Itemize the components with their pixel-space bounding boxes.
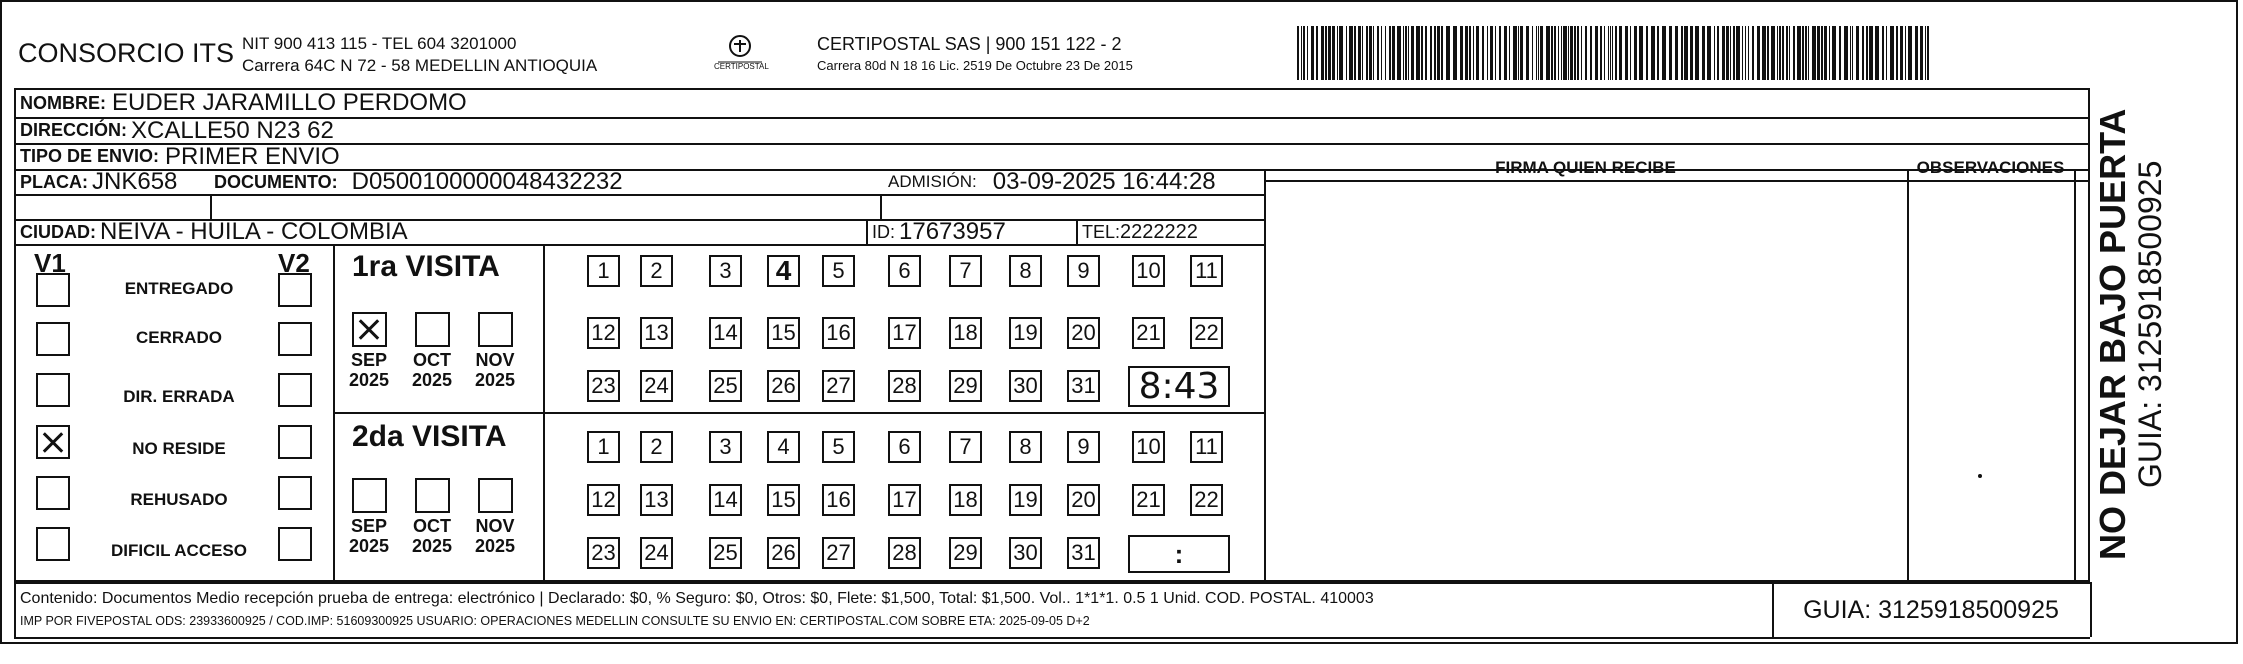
- visit1-year-label-3: 2025: [475, 370, 516, 390]
- barcode-bar: [1354, 26, 1356, 80]
- barcode-bar: [1339, 26, 1343, 80]
- firma-header: FIRMA QUIEN RECIBE: [1495, 158, 1676, 177]
- barcode-bar: [1303, 26, 1305, 80]
- nombre-label: NOMBRE:: [20, 92, 106, 113]
- barcode-bar: [1540, 26, 1543, 80]
- visit1-day-11[interactable]: 11: [1190, 255, 1223, 287]
- barcode-bar: [1824, 26, 1827, 80]
- barcode-bar: [1619, 26, 1622, 80]
- visit2-day-10[interactable]: 10: [1132, 431, 1165, 463]
- visit1-day-9[interactable]: 9: [1067, 255, 1100, 287]
- visit1-day-3[interactable]: 3: [709, 255, 742, 287]
- barcode-bar: [1856, 26, 1859, 80]
- company-line-2: Carrera 64C N 72 - 58 MEDELLIN ANTIOQUIA: [242, 56, 598, 75]
- barcode-bar: [1905, 26, 1906, 80]
- barcode-bar: [1369, 26, 1372, 80]
- barcode-bar: [1882, 26, 1884, 80]
- barcode-bar: [1595, 26, 1598, 80]
- barcode-bar: [1886, 26, 1887, 80]
- barcode-bar: [1437, 26, 1440, 80]
- barcode-bar: [1862, 26, 1864, 80]
- barcode-bar: [1362, 26, 1363, 80]
- barcode-bar: [1736, 26, 1740, 80]
- visit2-day-12[interactable]: 12: [587, 484, 620, 516]
- barcode-bar: [1726, 26, 1729, 80]
- v1-checkbox-5[interactable]: [36, 476, 70, 510]
- visit2-time-box: [1128, 535, 1230, 573]
- barcode-bar: [1465, 26, 1468, 80]
- id-label: ID:: [872, 221, 896, 242]
- visit2-month-checkbox-2[interactable]: [415, 478, 450, 513]
- barcode-bar: [1662, 26, 1666, 80]
- visit2-day-19[interactable]: 19: [1009, 484, 1042, 516]
- barcode-bar: [1385, 26, 1386, 80]
- ciudad-cell: [20, 220, 408, 244]
- visit2-month-label-3: NOV: [475, 516, 515, 536]
- barcode-bar: [1518, 26, 1519, 80]
- barcode-bar: [1730, 26, 1731, 80]
- visit2-day-13[interactable]: 13: [640, 484, 673, 516]
- visit1-day-21[interactable]: 21: [1132, 317, 1165, 349]
- barcode-bar: [1536, 26, 1537, 80]
- visit1-day-27[interactable]: 27: [822, 370, 855, 402]
- certipostal-logo: [710, 32, 770, 76]
- visit2-day-16[interactable]: 16: [822, 484, 855, 516]
- barcode-bar: [1782, 26, 1784, 80]
- visit1-day-19[interactable]: 19: [1009, 317, 1042, 349]
- barcode-bar: [1482, 26, 1484, 80]
- documento-cell: [214, 170, 623, 194]
- placa-label: PLACA:: [20, 171, 88, 192]
- admision-label: ADMISIÓN:: [888, 172, 977, 191]
- barcode-bar: [1297, 26, 1299, 80]
- visit1-month-label-1: SEP: [350, 350, 388, 370]
- visit2-day-27[interactable]: 27: [822, 537, 855, 569]
- visit2-day-20[interactable]: 20: [1067, 484, 1100, 516]
- barcode-bar: [1684, 26, 1688, 80]
- barcode-bar: [1574, 26, 1576, 80]
- side-guia: GUIA: 3125918500925: [2132, 160, 2168, 488]
- visit2-title: 2da VISITA: [352, 420, 507, 453]
- barcode-bar: [1802, 26, 1804, 80]
- barcode-bar: [1920, 26, 1923, 80]
- admision-value: 03-09-2025 16:44:28: [992, 168, 1216, 195]
- visit1-day-8[interactable]: 8: [1009, 255, 1042, 287]
- barcode-bar: [1590, 26, 1592, 80]
- barcode-bar: [1332, 26, 1335, 80]
- barcode-bar: [1441, 26, 1443, 80]
- barcode-bar: [1771, 26, 1775, 80]
- barcode-bar: [1389, 26, 1391, 80]
- barcode-bar: [1476, 26, 1479, 80]
- visit1-day-1[interactable]: 1: [587, 255, 620, 287]
- barcode: [1297, 26, 1933, 82]
- barcode-bar: [1695, 26, 1699, 80]
- tel-value: 2222222: [1120, 220, 1198, 243]
- visit1-day-22[interactable]: 22: [1190, 317, 1223, 349]
- side-warning: NO DEJAR BAJO PUERTA: [2092, 108, 2133, 560]
- barcode-bar: [1321, 26, 1324, 80]
- barcode-bar: [1600, 26, 1602, 80]
- barcode-bar: [1805, 26, 1807, 80]
- visit2-month-checkbox-1[interactable]: [352, 478, 387, 513]
- documento-value: D0500100000048432232: [351, 168, 623, 195]
- visit1-year-label-2: 2025: [412, 370, 453, 390]
- visit1-day-7[interactable]: 7: [949, 255, 982, 287]
- v1-checkbox-4[interactable]: [36, 425, 70, 459]
- id-cell: [872, 220, 1006, 244]
- barcode-bar: [1707, 26, 1711, 80]
- barcode-bar: [1377, 26, 1379, 80]
- visit2-day-11[interactable]: 11: [1190, 431, 1223, 463]
- visit1-day-12[interactable]: 12: [587, 317, 620, 349]
- barcode-bar: [1610, 26, 1611, 80]
- barcode-bar: [1651, 26, 1655, 80]
- barcode-bar: [1425, 26, 1427, 80]
- barcode-bar: [1532, 26, 1533, 80]
- v2-checkbox-6[interactable]: [278, 527, 312, 561]
- barcode-bar: [1829, 26, 1830, 80]
- visit1-time: 8:43: [1138, 366, 1220, 407]
- barcode-bar: [1625, 26, 1628, 80]
- visit1-day-10[interactable]: 10: [1132, 255, 1165, 287]
- v1-checkbox-2[interactable]: [36, 322, 70, 356]
- barcode-bar: [1789, 26, 1790, 80]
- barcode-bar: [1577, 26, 1579, 80]
- footer-guia: GUIA: 3125918500925: [1803, 596, 2059, 624]
- nombre-value: EUDER JARAMILLO PERDOMO: [112, 89, 467, 116]
- barcode-bar: [1634, 26, 1637, 80]
- barcode-bar: [1349, 26, 1353, 80]
- visit2-day-5[interactable]: 5: [822, 431, 855, 463]
- visit1-month-checkbox-3[interactable]: [478, 312, 513, 347]
- visit2-day-24[interactable]: 24: [640, 537, 673, 569]
- visit1-day-13[interactable]: 13: [640, 317, 673, 349]
- barcode-bar: [1604, 26, 1605, 80]
- barcode-bar: [1681, 26, 1683, 80]
- barcode-bar: [1446, 26, 1450, 80]
- ciudad-value: NEIVA - HUILA - COLOMBIA: [100, 218, 408, 245]
- v1-checkbox-3[interactable]: [36, 373, 70, 407]
- barcode-bar: [1817, 26, 1820, 80]
- barcode-bar: [1520, 26, 1523, 80]
- visit2-year-label-3: 2025: [475, 536, 516, 556]
- barcode-bar: [1411, 26, 1414, 80]
- barcode-bar: [1392, 26, 1395, 80]
- barcode-bar: [1558, 26, 1559, 80]
- observaciones-dot: [1978, 474, 1982, 478]
- visit1-day-25[interactable]: 25: [709, 370, 742, 402]
- visit1-month-checkbox-2[interactable]: [415, 312, 450, 347]
- barcode-bar: [1852, 26, 1853, 80]
- v2-header: V2: [278, 248, 310, 278]
- barcode-bar: [1808, 26, 1809, 80]
- barcode-bar: [1563, 26, 1567, 80]
- barcode-bar: [1405, 26, 1407, 80]
- visit1-month-label-2: OCT: [413, 350, 451, 370]
- visit2-day-17[interactable]: 17: [888, 484, 921, 516]
- barcode-bar: [1358, 26, 1361, 80]
- barcode-bar: [1513, 26, 1517, 80]
- tel-label: TEL:: [1082, 221, 1121, 242]
- v1-checkbox-6[interactable]: [36, 527, 70, 561]
- barcode-bar: [1657, 26, 1659, 80]
- visit2-day-1[interactable]: 1: [587, 431, 620, 463]
- visit2-day-9[interactable]: 9: [1067, 431, 1100, 463]
- barcode-bar: [1421, 26, 1423, 80]
- barcode-bar: [1328, 26, 1331, 80]
- visit1-day-6[interactable]: 6: [888, 255, 921, 287]
- visit2-day-25[interactable]: 25: [709, 537, 742, 569]
- barcode-bar: [1748, 26, 1749, 80]
- barcode-bar: [1714, 26, 1715, 80]
- barcode-bar: [1504, 26, 1507, 80]
- barcode-bar: [1307, 26, 1308, 80]
- barcode-bar: [1337, 26, 1338, 80]
- barcode-bar: [1408, 26, 1409, 80]
- barcode-bar: [1927, 26, 1929, 80]
- barcode-bar: [1366, 26, 1368, 80]
- barcode-bar: [1866, 26, 1868, 80]
- visit2-day-3[interactable]: 3: [709, 431, 742, 463]
- barcode-bar: [1570, 26, 1573, 80]
- placa-value: JNK658: [92, 168, 178, 195]
- barcode-bar: [1669, 26, 1672, 80]
- barcode-bar: [1546, 26, 1550, 80]
- visit2-day-29[interactable]: 29: [949, 537, 982, 569]
- status-label-3: DIR. ERRADA: [123, 387, 235, 406]
- barcode-bar: [1311, 26, 1314, 80]
- visit1-time-box: [1128, 366, 1230, 407]
- visit2-month-label-1: SEP: [350, 516, 388, 536]
- status-label-6: DIFICIL ACCESO: [110, 541, 247, 560]
- visit2-day-30[interactable]: 30: [1009, 537, 1042, 569]
- barcode-bar: [1585, 26, 1587, 80]
- visit1-day-20[interactable]: 20: [1067, 317, 1100, 349]
- ciudad-label: CIUDAD:: [20, 221, 96, 242]
- visit2-day-4[interactable]: 4: [767, 431, 800, 463]
- barcode-bar: [1381, 26, 1382, 80]
- id-value: 17673957: [899, 218, 1006, 245]
- barcode-bar: [1702, 26, 1705, 80]
- visit1-day-29[interactable]: 29: [949, 370, 982, 402]
- visit1-year-label-1: 2025: [349, 370, 390, 390]
- barcode-bar: [1554, 26, 1556, 80]
- visit1-day-23[interactable]: 23: [587, 370, 620, 402]
- barcode-bar: [1767, 26, 1769, 80]
- company-line-1: NIT 900 413 115 - TEL 604 3201000: [242, 34, 517, 53]
- visit1-month-label-3: NOV: [475, 350, 515, 370]
- observaciones-header: OBSERVACIONES: [1916, 158, 2065, 177]
- barcode-bar: [1869, 26, 1873, 80]
- barcode-bar: [1639, 26, 1643, 80]
- barcode-bar: [1581, 26, 1582, 80]
- visit2-day-8[interactable]: 8: [1009, 431, 1042, 463]
- barcode-bar: [1430, 26, 1432, 80]
- barcode-bar: [1839, 26, 1841, 80]
- visit2-day-31[interactable]: 31: [1067, 537, 1100, 569]
- visit2-day-22[interactable]: 22: [1190, 484, 1223, 516]
- status-label-4: NO RESIDE: [132, 439, 226, 458]
- barcode-bar: [1742, 26, 1743, 80]
- barcode-bar: [1925, 26, 1926, 80]
- visit2-day-23[interactable]: 23: [587, 537, 620, 569]
- visit2-day-14[interactable]: 14: [709, 484, 742, 516]
- barcode-bar: [1915, 26, 1918, 80]
- barcode-bar: [1890, 26, 1894, 80]
- barcode-bar: [1675, 26, 1678, 80]
- v1-checkbox-1[interactable]: [36, 273, 70, 307]
- barcode-bar: [1690, 26, 1693, 80]
- barcode-bar: [1325, 26, 1327, 80]
- barcode-bar: [1777, 26, 1778, 80]
- visit1-day-24[interactable]: 24: [640, 370, 673, 402]
- placa-cell: [20, 170, 177, 194]
- tipo-label: TIPO DE ENVIO:: [20, 146, 160, 166]
- barcode-bar: [1793, 26, 1795, 80]
- visit2-day-18[interactable]: 18: [949, 484, 982, 516]
- visit2-day-28[interactable]: 28: [888, 537, 921, 569]
- barcode-bar: [1786, 26, 1788, 80]
- admision-cell: [888, 170, 1216, 194]
- visit1-day-16[interactable]: 16: [822, 317, 855, 349]
- barcode-bar: [1752, 26, 1754, 80]
- barcode-bar: [1538, 26, 1539, 80]
- visit2-day-26[interactable]: 26: [767, 537, 800, 569]
- nombre-row: [20, 89, 467, 117]
- barcode-bar: [1346, 26, 1347, 80]
- barcode-bar: [1615, 26, 1617, 80]
- tel-cell: [1082, 220, 1198, 244]
- visit2-day-7[interactable]: 7: [949, 431, 982, 463]
- visit1-title: 1ra VISITA: [352, 250, 500, 283]
- visit2-time: :: [1174, 538, 1184, 569]
- barcode-bar: [1561, 26, 1562, 80]
- visit1-day-15[interactable]: 15: [767, 317, 800, 349]
- visit1-day-17[interactable]: 17: [888, 317, 921, 349]
- v2-checkbox-1[interactable]: [278, 273, 312, 307]
- barcode-bar: [1551, 26, 1553, 80]
- visit2-day-6[interactable]: 6: [888, 431, 921, 463]
- barcode-bar: [1373, 26, 1374, 80]
- barcode-bar: [1908, 26, 1912, 80]
- barcode-bar: [1509, 26, 1510, 80]
- visit1-day-28[interactable]: 28: [888, 370, 921, 402]
- barcode-bar: [1434, 26, 1436, 80]
- logo-caption: CERTIPOSTAL: [714, 62, 769, 71]
- barcode-bar: [1301, 26, 1302, 80]
- barcode-bar: [1453, 26, 1457, 80]
- barcode-bar: [1722, 26, 1725, 80]
- visit2-year-label-1: 2025: [349, 536, 390, 556]
- barcode-bar: [1469, 26, 1471, 80]
- barcode-bar: [1612, 26, 1613, 80]
- visit1-month-checkbox-1[interactable]: [352, 312, 387, 347]
- visit1-day-14[interactable]: 14: [709, 317, 742, 349]
- barcode-bar: [1821, 26, 1823, 80]
- barcode-bar: [1460, 26, 1463, 80]
- barcode-bar: [1797, 26, 1801, 80]
- visit1-day-26[interactable]: 26: [767, 370, 800, 402]
- v1-header: V1: [34, 248, 66, 278]
- barcode-bar: [1487, 26, 1488, 80]
- barcode-bar: [1812, 26, 1816, 80]
- barcode-bar: [1526, 26, 1529, 80]
- barcode-bar: [1397, 26, 1401, 80]
- tipo-value: PRIMER ENVIO: [165, 142, 340, 170]
- v2-checkbox-5[interactable]: [278, 476, 312, 510]
- barcode-bar: [1745, 26, 1746, 80]
- barcode-bar: [1473, 26, 1474, 80]
- barcode-bar: [1779, 26, 1781, 80]
- visit1-day-30[interactable]: 30: [1009, 370, 1042, 402]
- status-label-5: REHUSADO: [130, 490, 228, 509]
- visit1-day-2[interactable]: 2: [640, 255, 673, 287]
- barcode-bar: [1490, 26, 1493, 80]
- barcode-bar: [1900, 26, 1903, 80]
- visit2-day-15[interactable]: 15: [767, 484, 800, 516]
- direccion-label: DIRECCIÓN:: [20, 120, 127, 140]
- v2-checkbox-4[interactable]: [278, 425, 312, 459]
- visit1-day-31[interactable]: 31: [1067, 370, 1100, 402]
- tipo-row: [20, 144, 340, 169]
- barcode-bar: [1844, 26, 1848, 80]
- barcode-bar: [1757, 26, 1760, 80]
- visit2-day-21[interactable]: 21: [1132, 484, 1165, 516]
- visit2-year-label-2: 2025: [412, 536, 453, 556]
- visit2-month-label-2: OCT: [413, 516, 451, 536]
- status-label-1: ENTREGADO: [124, 279, 234, 298]
- visit1-day-4[interactable]: 4: [767, 255, 800, 287]
- certipostal-line-1: CERTIPOSTAL SAS | 900 151 122 - 2: [817, 34, 1122, 54]
- footer-line-1: Contenido: Documentos Medio recepción prueba de entrega: electrónico | Declarado: $0, % Seguro: $0, Otros: $0, Flete: $1,500, Total: $1,500. Vol.. 1*1*1. 0.5 1 Unid. COD. POSTAL. 410003: [20, 590, 1374, 607]
- barcode-bar: [1896, 26, 1898, 80]
- barcode-bar: [1568, 26, 1569, 80]
- footer-line-2: IMP POR FIVEPOSTAL ODS: 23933600925 / COD.IMP: 51609300925 USUARIO: OPERACIONES MEDELLIN CONSULTE SU ENVIO EN: CERTIPOSTAL.COM SOBRE ETA: 2025-09-05 D+2: [20, 614, 1090, 628]
- direccion-row: [20, 118, 334, 143]
- barcode-bar: [1850, 26, 1851, 80]
- barcode-bar: [1762, 26, 1766, 80]
- barcode-bar: [1717, 26, 1719, 80]
- barcode-bar: [1403, 26, 1404, 80]
- barcode-bar: [1495, 26, 1496, 80]
- barcode-bar: [1416, 26, 1420, 80]
- certipostal-line-2: Carrera 80d N 18 16 Lic. 2519 De Octubre 23 De 2015: [817, 58, 1133, 73]
- visit2-day-2[interactable]: 2: [640, 431, 673, 463]
- barcode-bar: [1646, 26, 1648, 80]
- barcode-bar: [1499, 26, 1501, 80]
- barcode-bar: [1316, 26, 1318, 80]
- company-name: CONSORCIO ITS: [18, 38, 235, 68]
- v2-checkbox-3[interactable]: [278, 373, 312, 407]
- visit2-month-checkbox-3[interactable]: [478, 478, 513, 513]
- status-label-2: CERRADO: [136, 328, 222, 347]
- barcode-bar: [1608, 26, 1609, 80]
- barcode-bar: [1733, 26, 1735, 80]
- v2-checkbox-2[interactable]: [278, 322, 312, 356]
- documento-label: DOCUMENTO:: [214, 171, 338, 192]
- direccion-value: XCALLE50 N23 62: [131, 116, 334, 144]
- barcode-bar: [1630, 26, 1631, 80]
- barcode-bar: [1875, 26, 1879, 80]
- visit1-day-18[interactable]: 18: [949, 317, 982, 349]
- barcode-bar: [1832, 26, 1836, 80]
- visit1-day-5[interactable]: 5: [822, 255, 855, 287]
